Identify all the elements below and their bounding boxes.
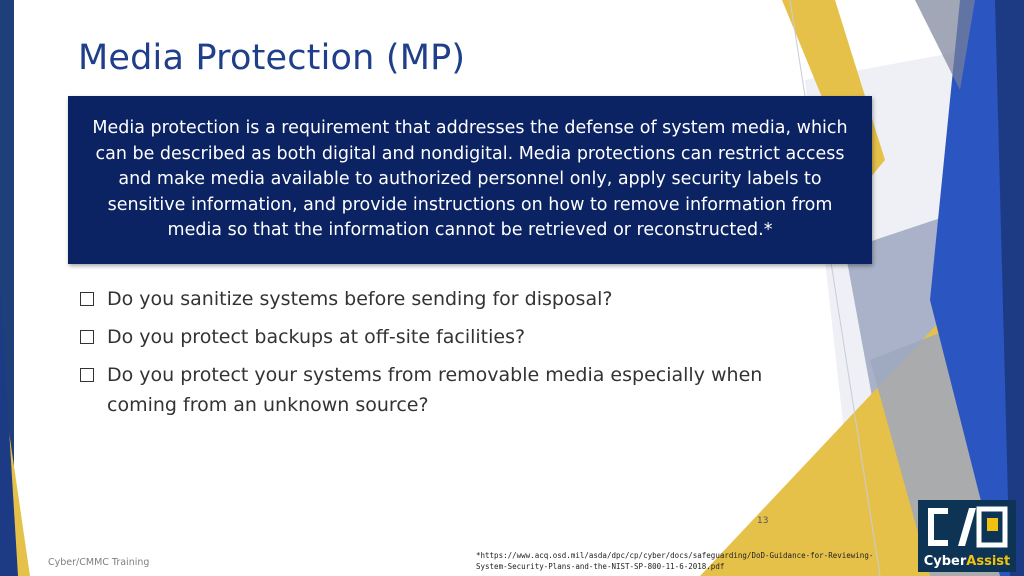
question-text: Do you protect backups at off-site facilities? [107, 326, 526, 348]
footer-text: Cyber/CMMC Training [48, 557, 150, 568]
question-text: Do you sanitize systems before sending for disposal? [107, 288, 613, 310]
logo-text-part1: Cyber [923, 554, 967, 569]
cyberassist-logo [918, 500, 1016, 572]
question-item [78, 322, 778, 352]
callout-text: Media protection is a requirement that addresses the defense of system media, which can be described as both digital and nondigital. Media protections can restrict access and make media available to authorized personnel only, apply security labels to sensitive information, and provide instructions on how to remove information from media so that the information cannot be retrieved or reconstructed.* [92, 118, 848, 241]
definition-callout [68, 96, 872, 264]
footnote-url: *https://www.acq.osd.mil/asda/dpc/cp/cyber/docs/safeguarding/DoD-Guidance-for-Reviewing-System-Security-Plans-and-the-NIST-SP-800-11-6-2018.pdf [476, 551, 874, 571]
slide-title: Media Protection (MP) [78, 38, 466, 78]
checkbox-icon [80, 330, 94, 344]
logo-text-part2: Assist [966, 554, 1011, 569]
checkbox-icon [80, 368, 94, 382]
page-number: 13 [757, 516, 769, 526]
question-text: Do you protect your systems from removable media especially when coming from an unknown source? [107, 364, 763, 416]
question-item [78, 360, 778, 420]
question-item [78, 284, 778, 314]
checkbox-icon [80, 292, 94, 306]
logo-text [918, 554, 1016, 569]
question-list [78, 284, 778, 428]
